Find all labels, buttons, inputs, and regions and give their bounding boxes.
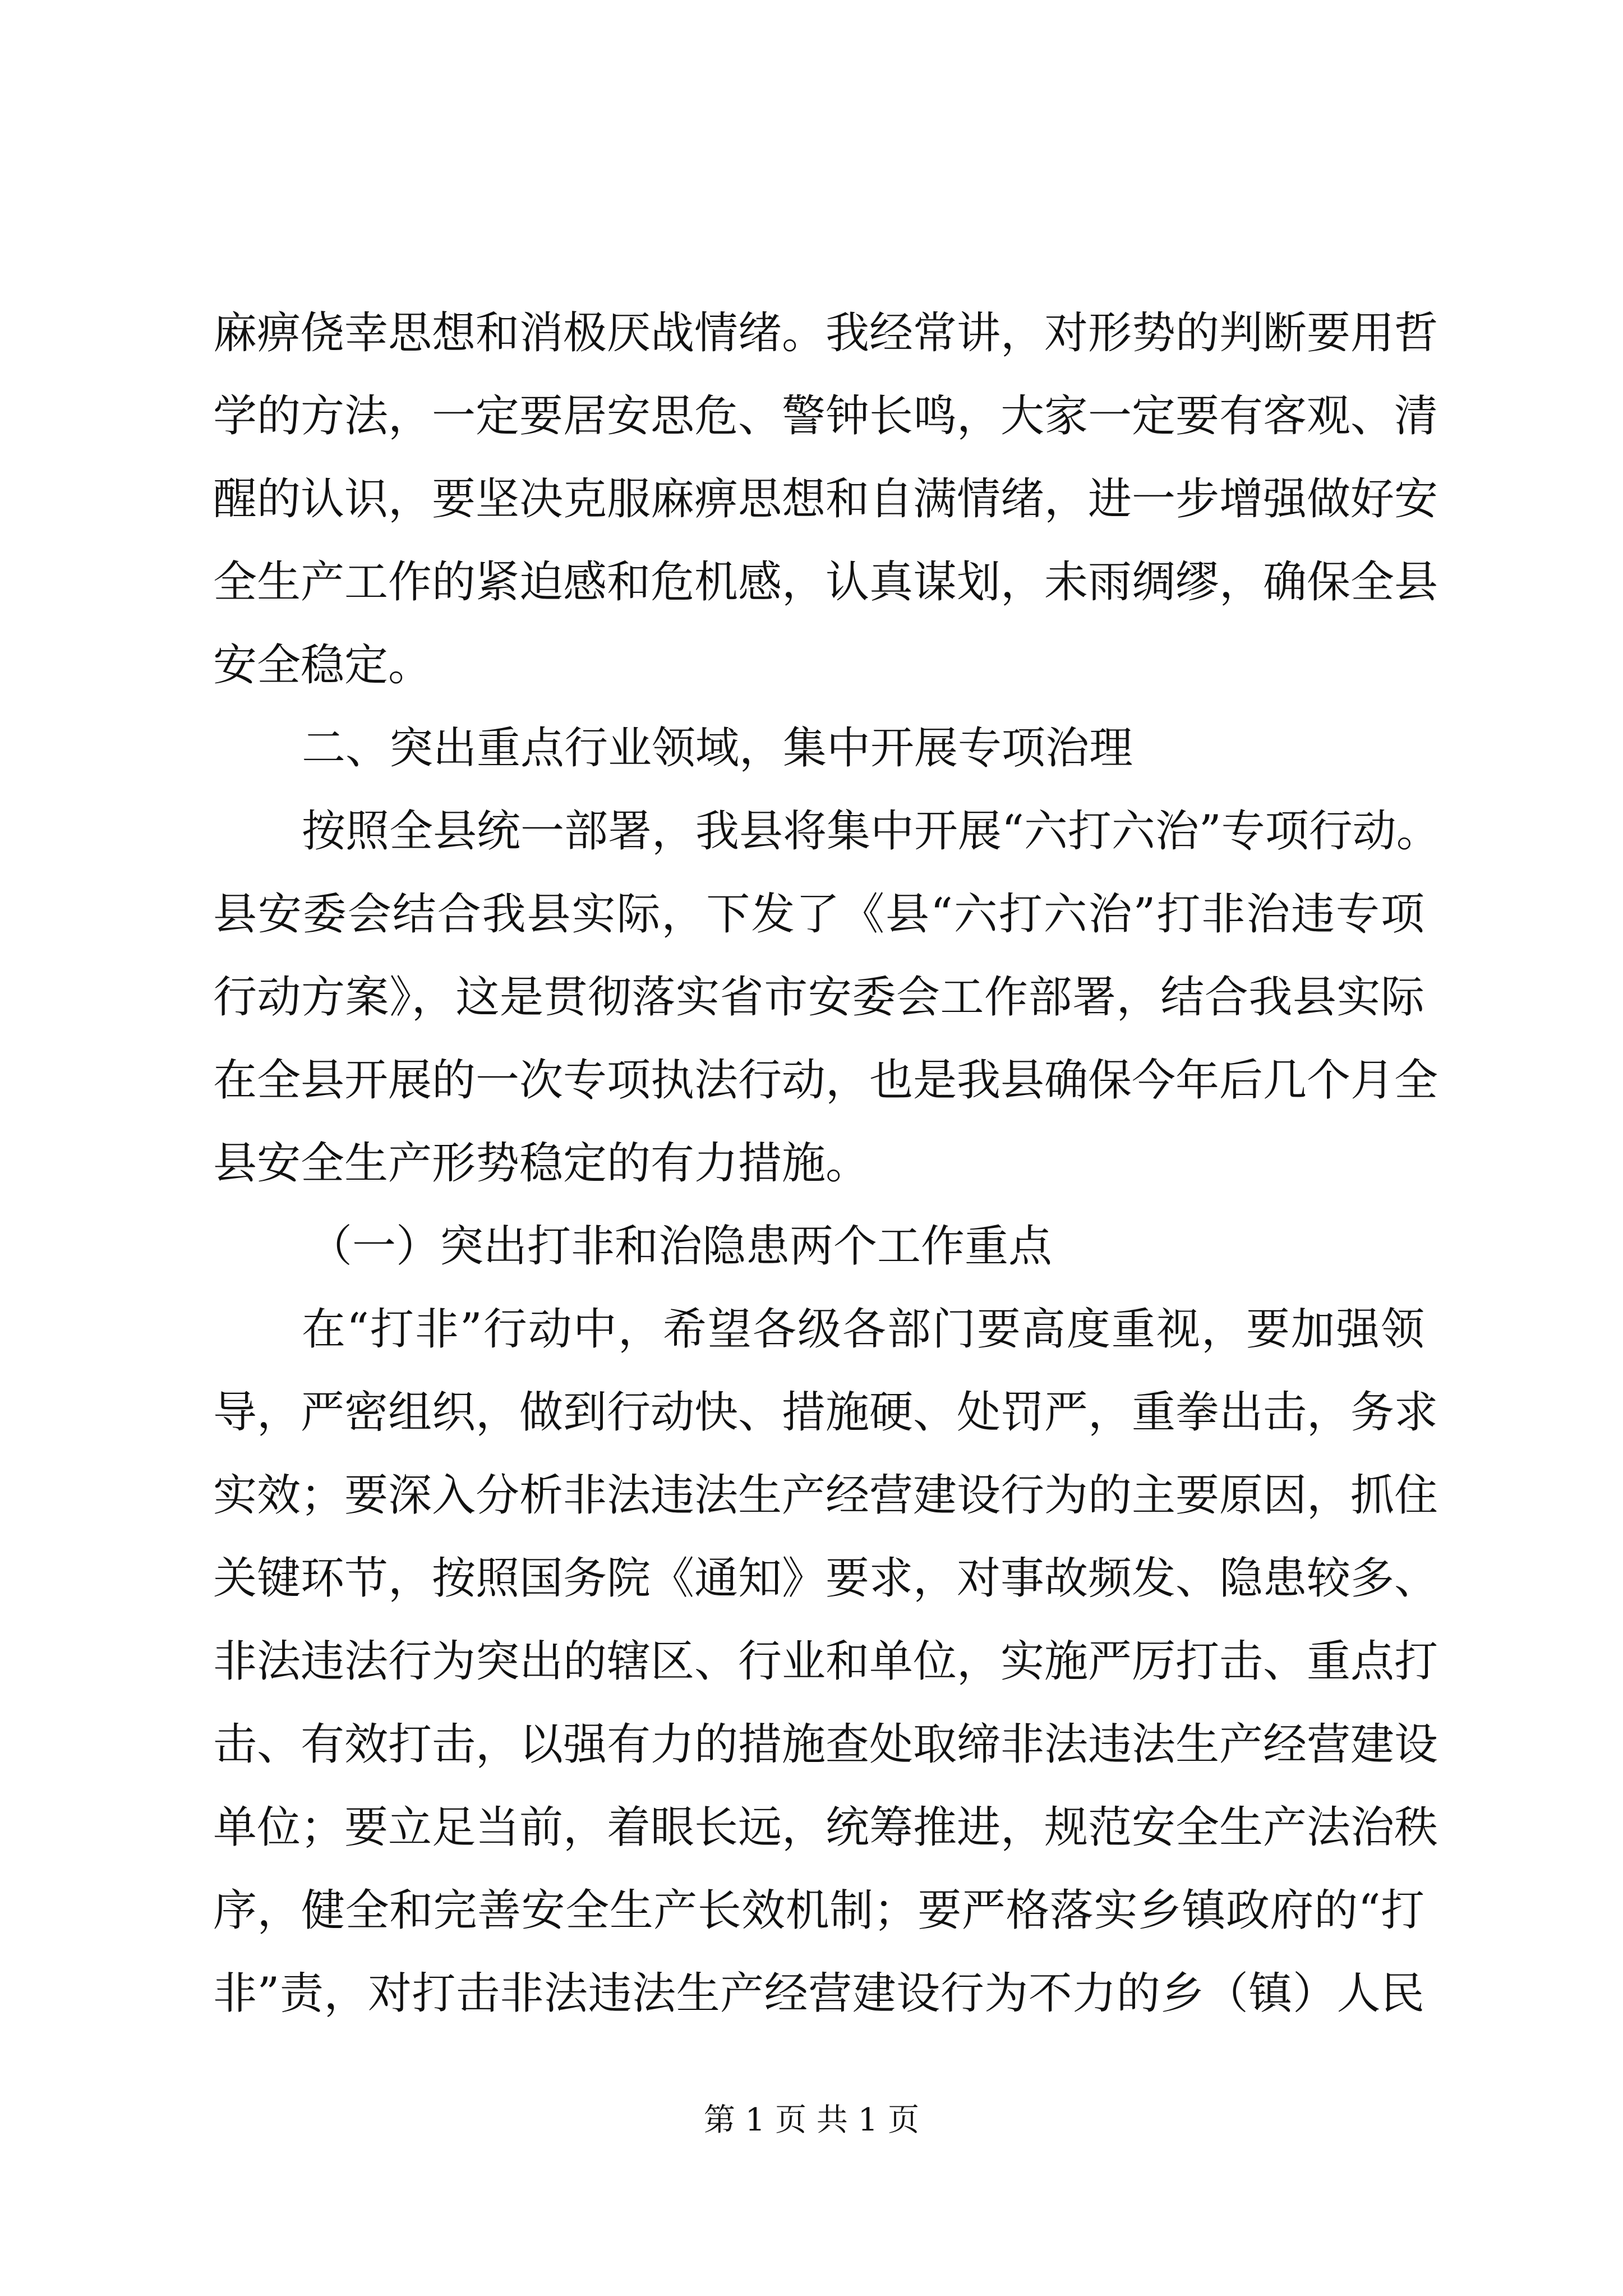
body-line: 在全县开展的一次专项执法行动，也是我县确保今年后几个月全: [213, 1055, 1438, 1106]
body-line: 非”责，对打击非法违法生产经营建设行为不力的乡（镇）人民: [213, 1968, 1424, 2019]
paragraph-first-line: 在“打非”行动中，希望各级各部门要高度重视，要加强领: [302, 1304, 1424, 1355]
body-line: 单位；要立足当前，着眼长远，统筹推进，规范安全生产法治秩: [213, 1802, 1438, 1853]
body-line: 非法违法行为突出的辖区、行业和单位，实施严厉打击、重点打: [213, 1636, 1438, 1687]
subsection-heading: （一）突出打非和治隐患两个工作重点: [308, 1221, 1053, 1272]
body-line: 击、有效打击，以强有力的措施查处取缔非法违法生产经营建设: [213, 1719, 1438, 1770]
page-number-footer: 第 1 页 共 1 页: [703, 2102, 920, 2138]
body-line: 序，健全和完善安全生产长效机制；要严格落实乡镇政府的“打: [213, 1885, 1424, 1936]
body-line: 学的方法，一定要居安思危、警钟长鸣，大家一定要有客观、清: [213, 391, 1438, 441]
body-line: 醒的认识，要坚决克服麻痹思想和自满情绪，进一步增强做好安: [213, 474, 1438, 524]
body-line: 县安全生产形势稳定的有力措施。: [213, 1138, 870, 1189]
body-line: 麻痹侥幸思想和消极厌战情绪。我经常讲，对形势的判断要用哲: [213, 308, 1438, 358]
body-line: 县安委会结合我县实际，下发了《县“六打六治”打非治违专项: [213, 889, 1424, 940]
body-line: 安全稳定。: [213, 640, 432, 691]
section-heading: 二、突出重点行业领域，集中开展专项治理: [302, 723, 1133, 774]
paragraph-first-line: 按照全县统一部署，我县将集中开展“六打六治”专项行动。: [302, 806, 1440, 857]
body-line: 行动方案》，这是贯彻落实省市安委会工作部署，结合我县实际: [213, 972, 1424, 1023]
body-line: 关键环节，按照国务院《通知》要求，对事故频发、隐患较多、: [213, 1553, 1438, 1604]
document-body: [213, 292, 1440, 2035]
body-line: 实效；要深入分析非法违法生产经营建设行为的主要原因，抓住: [213, 1470, 1438, 1521]
body-line: 导，严密组织，做到行动快、措施硬、处罚严，重拳出击，务求: [213, 1387, 1438, 1438]
body-line: 全生产工作的紧迫感和危机感，认真谋划，未雨绸缪，确保全县: [213, 557, 1438, 608]
